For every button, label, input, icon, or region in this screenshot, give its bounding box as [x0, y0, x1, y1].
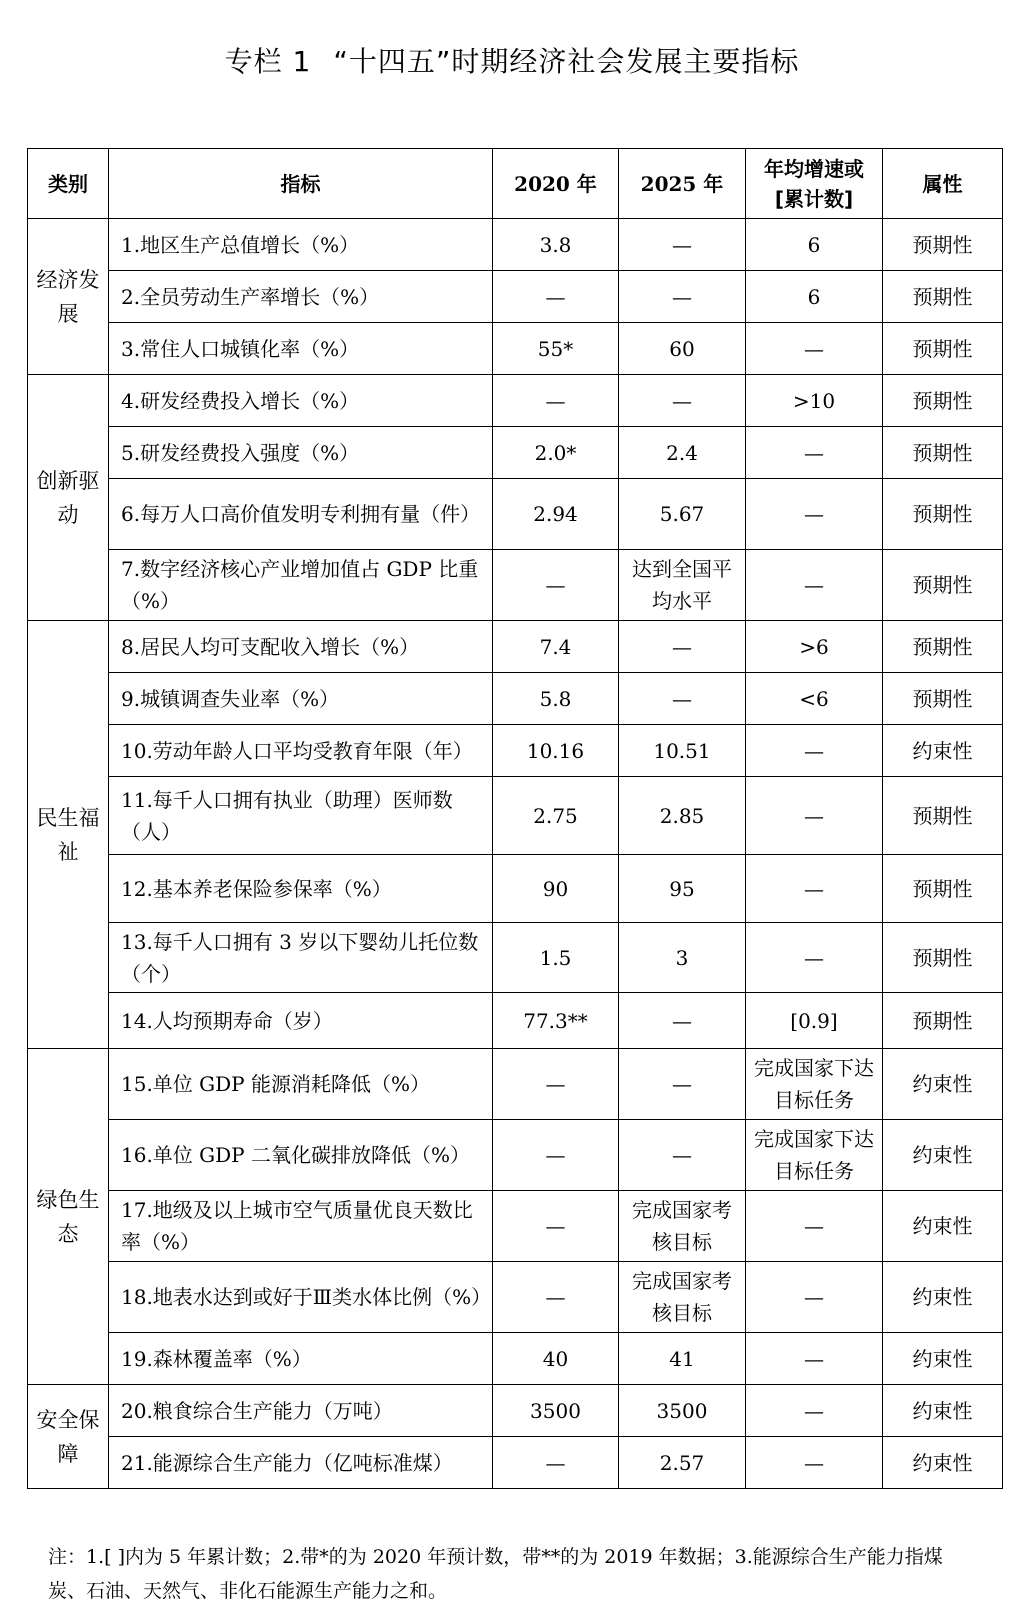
value-2025-cell: —: [619, 1120, 746, 1191]
header-growth-line2: [累计数]: [774, 186, 854, 211]
indicator-cell: 19.森林覆盖率（%）: [109, 1333, 493, 1385]
category-cell: 绿色生态: [28, 1049, 109, 1385]
value-2020-cell: 90: [493, 855, 619, 923]
growth-cell: —: [746, 427, 883, 479]
header-2020: 2020 年: [493, 149, 619, 219]
indicator-cell: 15.单位 GDP 能源消耗降低（%）: [109, 1049, 493, 1120]
growth-cell: >6: [746, 621, 883, 673]
category-cell: 经济发展: [28, 219, 109, 375]
title-text: “十四五”时期经济社会发展主要指标: [333, 45, 800, 78]
value-2020-cell: 2.75: [493, 777, 619, 855]
value-2025-cell: 完成国家考核目标: [619, 1191, 746, 1262]
table-row: [28, 673, 1003, 725]
value-2025-cell: 3500: [619, 1385, 746, 1437]
value-2025-cell: —: [619, 271, 746, 323]
attribute-cell: 预期性: [883, 271, 1003, 323]
attribute-cell: 预期性: [883, 375, 1003, 427]
category-cell: 安全保障: [28, 1385, 109, 1489]
value-2020-cell: 1.5: [493, 923, 619, 993]
growth-cell: —: [746, 1385, 883, 1437]
indicator-cell: 8.居民人均可支配收入增长（%）: [109, 621, 493, 673]
value-2025-cell: 2.57: [619, 1437, 746, 1489]
value-2025-cell: —: [619, 993, 746, 1049]
indicator-cell: 20.粮食综合生产能力（万吨）: [109, 1385, 493, 1437]
value-2020-cell: —: [493, 1437, 619, 1489]
indicator-cell: 2.全员劳动生产率增长（%）: [109, 271, 493, 323]
value-2020-cell: 3500: [493, 1385, 619, 1437]
indicator-cell: 5.研发经费投入强度（%）: [109, 427, 493, 479]
value-2020-cell: 10.16: [493, 725, 619, 777]
table-row: [28, 323, 1003, 375]
attribute-cell: 约束性: [883, 1120, 1003, 1191]
growth-cell: —: [746, 725, 883, 777]
indicator-cell: 10.劳动年龄人口平均受教育年限（年）: [109, 725, 493, 777]
indicator-cell: 7.数字经济核心产业增加值占 GDP 比重（%）: [109, 550, 493, 621]
indicator-cell: 21.能源综合生产能力（亿吨标准煤）: [109, 1437, 493, 1489]
value-2020-cell: 5.8: [493, 673, 619, 725]
growth-cell: —: [746, 855, 883, 923]
growth-cell: 6: [746, 219, 883, 271]
growth-cell: —: [746, 1191, 883, 1262]
indicator-cell: 17.地级及以上城市空气质量优良天数比率（%）: [109, 1191, 493, 1262]
header-growth: [746, 149, 883, 219]
indicators-table: [27, 148, 1003, 1489]
value-2020-cell: 40: [493, 1333, 619, 1385]
growth-cell: 完成国家下达目标任务: [746, 1049, 883, 1120]
growth-cell: 6: [746, 271, 883, 323]
table-row: [28, 219, 1003, 271]
indicator-cell: 1.地区生产总值增长（%）: [109, 219, 493, 271]
attribute-cell: 预期性: [883, 621, 1003, 673]
table-row: [28, 479, 1003, 550]
attribute-cell: 约束性: [883, 725, 1003, 777]
table-row: [28, 271, 1003, 323]
table-row: [28, 923, 1003, 993]
table-row: [28, 621, 1003, 673]
value-2025-cell: —: [619, 673, 746, 725]
header-row: [28, 149, 1003, 219]
value-2025-cell: —: [619, 375, 746, 427]
table-row: [28, 993, 1003, 1049]
attribute-cell: 预期性: [883, 855, 1003, 923]
attribute-cell: 预期性: [883, 923, 1003, 993]
growth-cell: —: [746, 1437, 883, 1489]
attribute-cell: 预期性: [883, 777, 1003, 855]
attribute-cell: 约束性: [883, 1191, 1003, 1262]
growth-cell: <6: [746, 673, 883, 725]
indicator-cell: 3.常住人口城镇化率（%）: [109, 323, 493, 375]
attribute-cell: 预期性: [883, 550, 1003, 621]
table-row: [28, 1191, 1003, 1262]
value-2025-cell: —: [619, 621, 746, 673]
growth-cell: —: [746, 323, 883, 375]
attribute-cell: 约束性: [883, 1437, 1003, 1489]
growth-cell: [0.9]: [746, 993, 883, 1049]
column-label: 专栏 1: [224, 45, 312, 78]
table-row: [28, 855, 1003, 923]
growth-cell: >10: [746, 375, 883, 427]
footnote: 注：1.[ ]内为 5 年累计数；2.带*的为 2020 年预计数，带**的为 2019 年数据；3.能源综合生产能力指煤炭、石油、天然气、非化石能源生产能力之和。: [48, 1546, 943, 1602]
attribute-cell: 预期性: [883, 673, 1003, 725]
value-2020-cell: —: [493, 1191, 619, 1262]
attribute-cell: 预期性: [883, 427, 1003, 479]
value-2020-cell: —: [493, 271, 619, 323]
value-2025-cell: 2.4: [619, 427, 746, 479]
attribute-cell: 预期性: [883, 479, 1003, 550]
value-2020-cell: —: [493, 375, 619, 427]
value-2020-cell: 77.3**: [493, 993, 619, 1049]
header-attribute: 属性: [883, 149, 1003, 219]
table-row: [28, 1049, 1003, 1120]
table-row: [28, 550, 1003, 621]
growth-cell: —: [746, 479, 883, 550]
attribute-cell: 约束性: [883, 1049, 1003, 1120]
table-body: [28, 219, 1003, 1489]
category-cell: 民生福祉: [28, 621, 109, 1049]
value-2020-cell: —: [493, 1120, 619, 1191]
value-2020-cell: 3.8: [493, 219, 619, 271]
indicator-cell: 6.每万人口高价值发明专利拥有量（件）: [109, 479, 493, 550]
value-2025-cell: 达到全国平均水平: [619, 550, 746, 621]
growth-cell: —: [746, 550, 883, 621]
growth-cell: —: [746, 1333, 883, 1385]
value-2025-cell: 41: [619, 1333, 746, 1385]
table-row: [28, 1333, 1003, 1385]
growth-cell: —: [746, 923, 883, 993]
value-2025-cell: —: [619, 1049, 746, 1120]
value-2025-cell: —: [619, 219, 746, 271]
indicator-cell: 12.基本养老保险参保率（%）: [109, 855, 493, 923]
value-2025-cell: 完成国家考核目标: [619, 1262, 746, 1333]
table-row: [28, 427, 1003, 479]
value-2020-cell: —: [493, 550, 619, 621]
attribute-cell: 预期性: [883, 323, 1003, 375]
value-2020-cell: —: [493, 1049, 619, 1120]
header-growth-line1: 年均增速或: [764, 156, 864, 181]
value-2025-cell: 60: [619, 323, 746, 375]
indicator-cell: 4.研发经费投入增长（%）: [109, 375, 493, 427]
table-row: [28, 1385, 1003, 1437]
value-2020-cell: —: [493, 1262, 619, 1333]
indicator-cell: 9.城镇调查失业率（%）: [109, 673, 493, 725]
growth-cell: —: [746, 1262, 883, 1333]
indicator-cell: 11.每千人口拥有执业（助理）医师数（人）: [109, 777, 493, 855]
category-cell: 创新驱动: [28, 375, 109, 621]
value-2020-cell: 55*: [493, 323, 619, 375]
value-2020-cell: 2.0*: [493, 427, 619, 479]
table-row: [28, 1437, 1003, 1489]
value-2025-cell: 95: [619, 855, 746, 923]
growth-cell: 完成国家下达目标任务: [746, 1120, 883, 1191]
attribute-cell: 约束性: [883, 1333, 1003, 1385]
value-2025-cell: 5.67: [619, 479, 746, 550]
attribute-cell: 预期性: [883, 993, 1003, 1049]
value-2025-cell: 2.85: [619, 777, 746, 855]
header-2025: 2025 年: [619, 149, 746, 219]
attribute-cell: 约束性: [883, 1385, 1003, 1437]
table-row: [28, 725, 1003, 777]
attribute-cell: 预期性: [883, 219, 1003, 271]
table-row: [28, 777, 1003, 855]
header-category: 类别: [28, 149, 109, 219]
value-2025-cell: 10.51: [619, 725, 746, 777]
growth-cell: —: [746, 777, 883, 855]
indicator-cell: 16.单位 GDP 二氧化碳排放降低（%）: [109, 1120, 493, 1191]
indicator-cell: 18.地表水达到或好于Ⅲ类水体比例（%）: [109, 1262, 493, 1333]
attribute-cell: 约束性: [883, 1262, 1003, 1333]
value-2020-cell: 7.4: [493, 621, 619, 673]
indicator-cell: 14.人均预期寿命（岁）: [109, 993, 493, 1049]
document-title: [0, 40, 1024, 80]
table-row: [28, 1120, 1003, 1191]
table-row: [28, 1262, 1003, 1333]
value-2020-cell: 2.94: [493, 479, 619, 550]
value-2025-cell: 3: [619, 923, 746, 993]
indicator-cell: 13.每千人口拥有 3 岁以下婴幼儿托位数（个）: [109, 923, 493, 993]
header-indicator: 指标: [109, 149, 493, 219]
table-row: [28, 375, 1003, 427]
